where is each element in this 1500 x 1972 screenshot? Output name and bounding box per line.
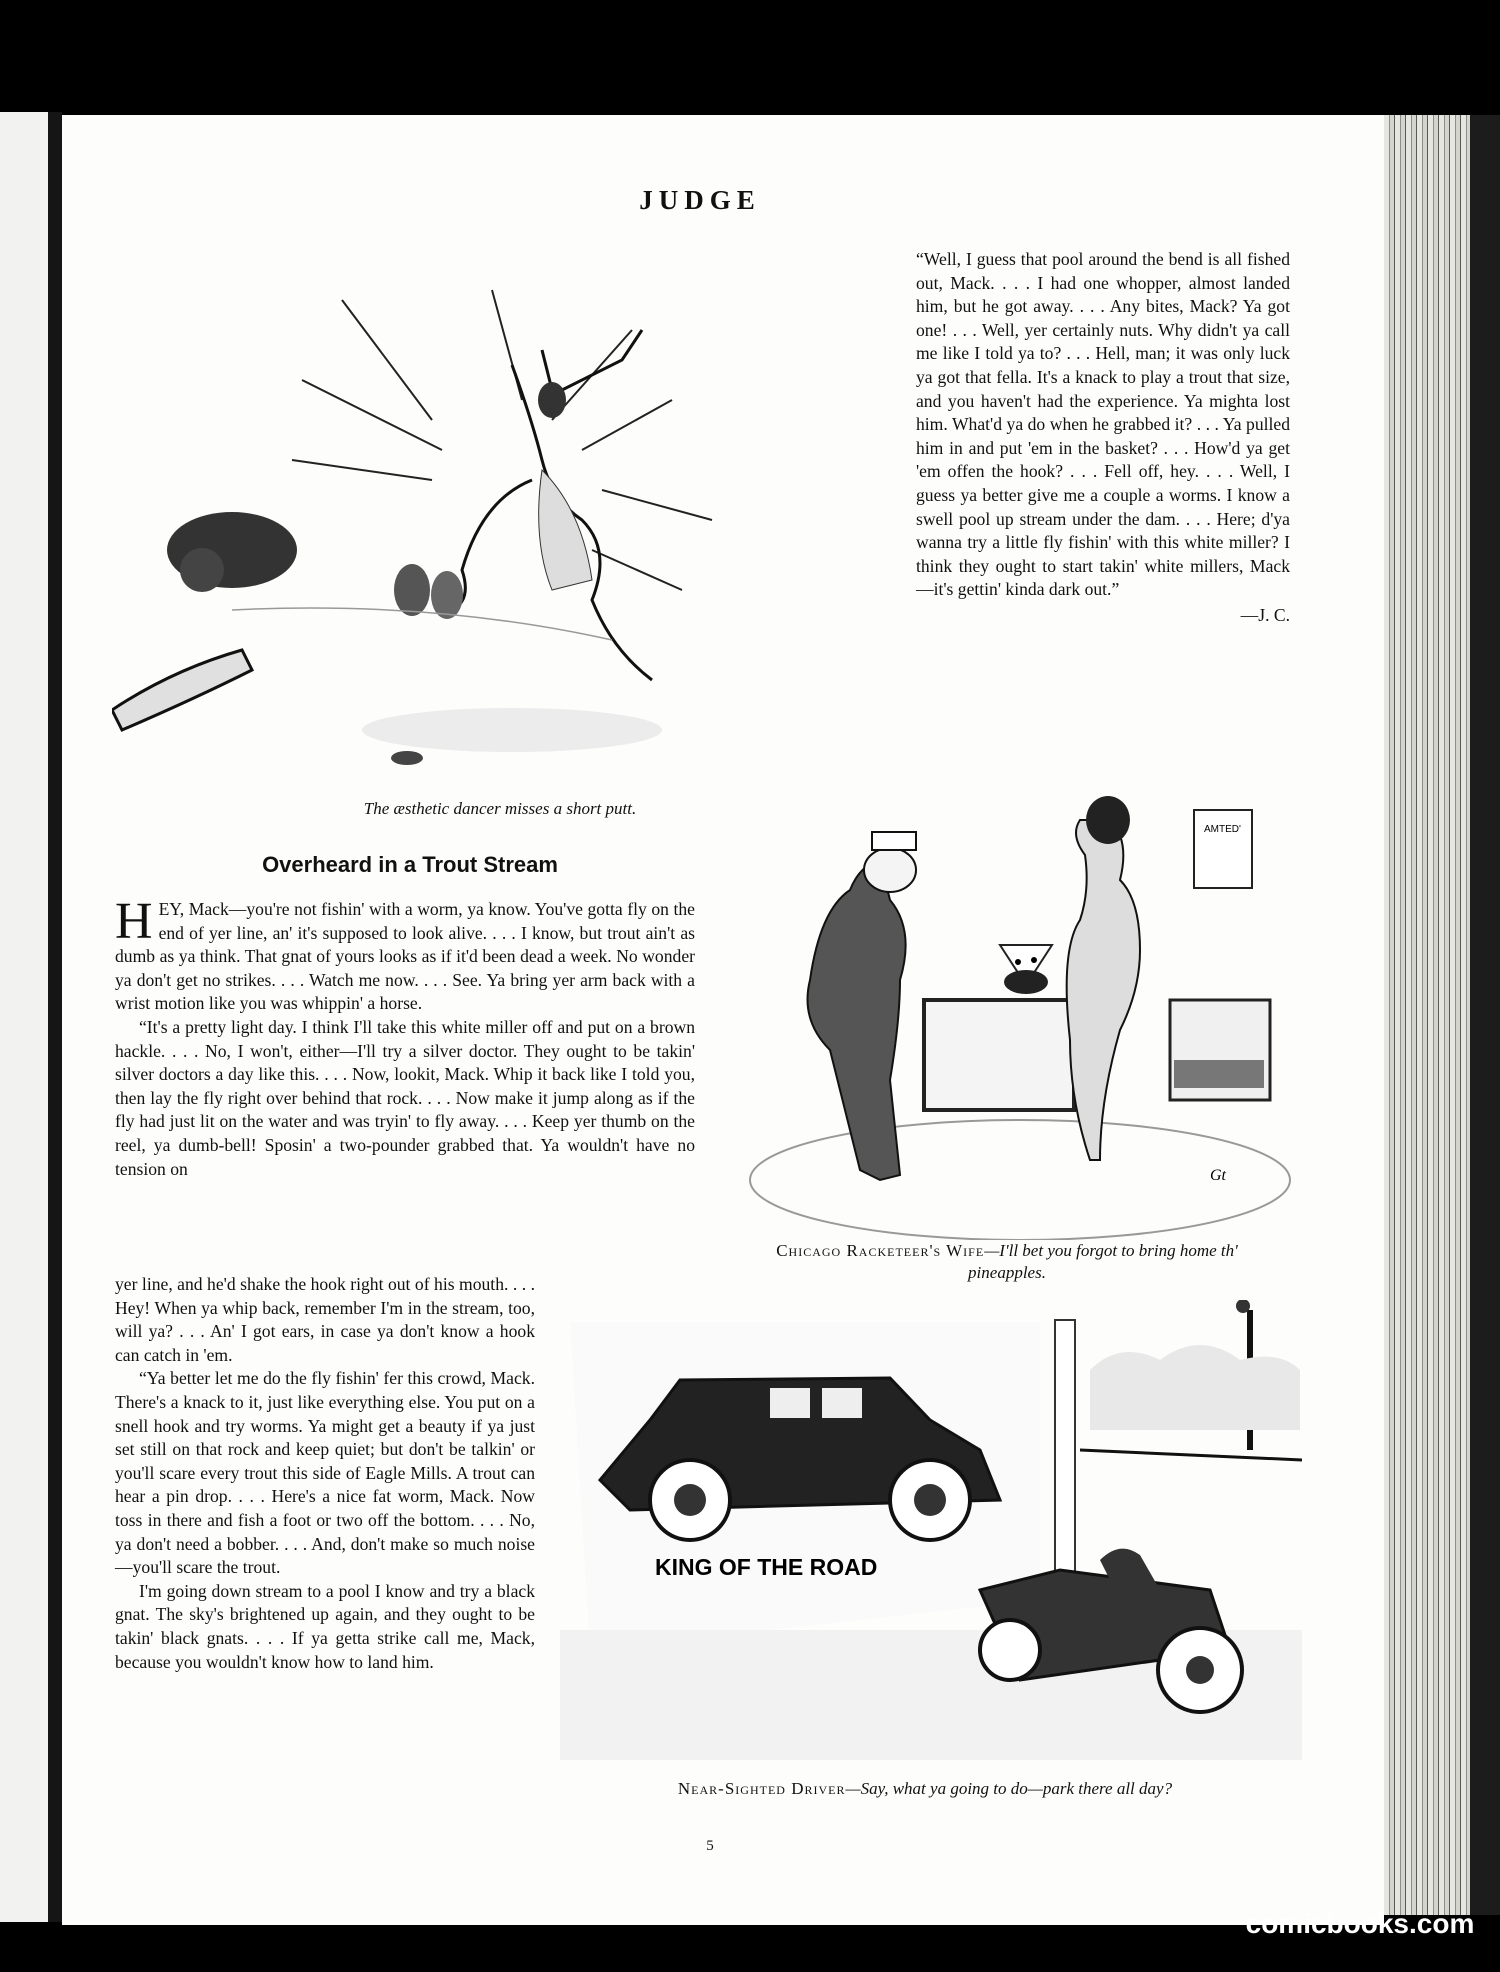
anecdote-signature: —J. C. xyxy=(1240,604,1290,625)
svg-text:Gt: Gt xyxy=(1210,1167,1226,1184)
article-paragraph-4: I'm going down stream to a pool I know and try a black gnat. The sky's brightened up again, and they ought to be takin' black gnats. . . . If ya getta strike call me, Mack, because you wouldn't know how to land him. xyxy=(115,1580,535,1672)
book-cover-edge xyxy=(1470,115,1500,1915)
racketeer-cartoon xyxy=(740,780,1300,1240)
king-of-the-road-cartoon xyxy=(560,1300,1302,1770)
site-watermark: comicbooks.com xyxy=(1245,1908,1475,1939)
racketeer-cartoon-caption: Chicago Racketeer's Wife—I'll bet you forgot to bring home th' pineapples. xyxy=(776,1241,1238,1282)
magazine-masthead: JUDGE xyxy=(639,185,761,215)
article-title: Overheard in a Trout Stream xyxy=(262,852,558,877)
golf-cartoon-caption: The æsthetic dancer misses a short putt. xyxy=(363,799,637,818)
anecdote-paragraph: “Well, I guess that pool around the bend is all fished out, Mack. . . . I had one whopper, almost landed him, but he got away. . . . Any bites, Mack? Ya got one! . . . Well, yer certainly nuts. Why didn't ya call me like I told ya to? . . . Hell, man; it was only luck ya got that fella. It's a knack to play a trout that size, and you haven't had the experience. Ya mighta lost him. What'd ya do when he grabbed it? . . . Ya pulled him in and put 'em in the basket? . . . How'd ya get 'em offen the hook? . . . Fell off, hey. . . . Well, I guess ya better give me a couple a worms. I know a swell pool up stream under the dam. . . . Here; d'ya wanna try a little fly fishin' with this white miller? I think they ought to start takin' white millers, Mack—it's gettin' kinda dark out.” xyxy=(916,249,1290,600)
facing-page-edge xyxy=(0,112,48,1922)
article-body-lower xyxy=(115,1273,535,1674)
article-paragraph-1: HEY, Mack—you're not fishin' with a worm, ya know. You've gotta fly on the end of yer line, an' it's supposed to look alive. . . . I know, but trout ain't as dumb as ya think. That gnat of yours looks as if it'd been dead a week. No wonder ya don't get no strikes. . . . Watch me now. . . . See. Ya bring yer arm back with a wrist motion like you was whippin' a horse. xyxy=(115,893,695,1014)
article-paragraph-3: “Ya better let me do the fly fishin' fer this crowd, Mack. There's a knack to it, just like everything else. You put on a snell hook and try worms. Ya might get a beauty if ya just set still on that rock and keep quiet; but don't be talkin' or you'll scare every trout this side of Eagle Mills. A trout can hear a pin drop. . . . Here's a nice fat worm, Mack. Now toss in there and fish a foot or two off the bottom. . . . No, ya don't need a bobber. . . . And, don't make so much noise—you'll scare the trout. xyxy=(115,1368,535,1578)
poster-text: AMTED' xyxy=(1204,824,1241,835)
driver-cartoon-caption: Near-Sighted Driver—Say, what ya going to do—park there all day? xyxy=(677,1779,1173,1798)
article-paragraph-2-cont: yer line, and he'd shake the hook right out of his mouth. . . . Hey! When ya whip back, remember I'm in the stream, too, will ya? . . . An' I got ears, in case ya don't know a hook can catch in 'em. xyxy=(115,1274,535,1365)
article-paragraph-2: “It's a pretty light day. I think I'll take this white miller off and put on a brown hackle. . . . No, I won't, either—I'll try a silver doctor. They ought to be takin' silver doctors a day like this. . . . Now, lookit, Mack. Whip it back like I told you, then lay the fly right over behind that rock. . . . Now make it jump along as if the fly had just lit on the water and was tryin' to fly away. . . . Keep yer thumb on the reel, ya dumb-bell! Sposin' a two-pounder grabbed that. Ya wouldn't have no tension on xyxy=(115,1016,695,1179)
billboard-text: KING OF THE ROAD xyxy=(655,1554,878,1580)
page-number: 5 xyxy=(706,1838,714,1854)
drop-cap: H xyxy=(115,893,153,950)
anecdote-text xyxy=(916,248,1290,628)
article-body-upper xyxy=(115,893,695,1181)
book-spine xyxy=(48,112,62,1922)
golf-dancer-cartoon xyxy=(112,270,724,778)
